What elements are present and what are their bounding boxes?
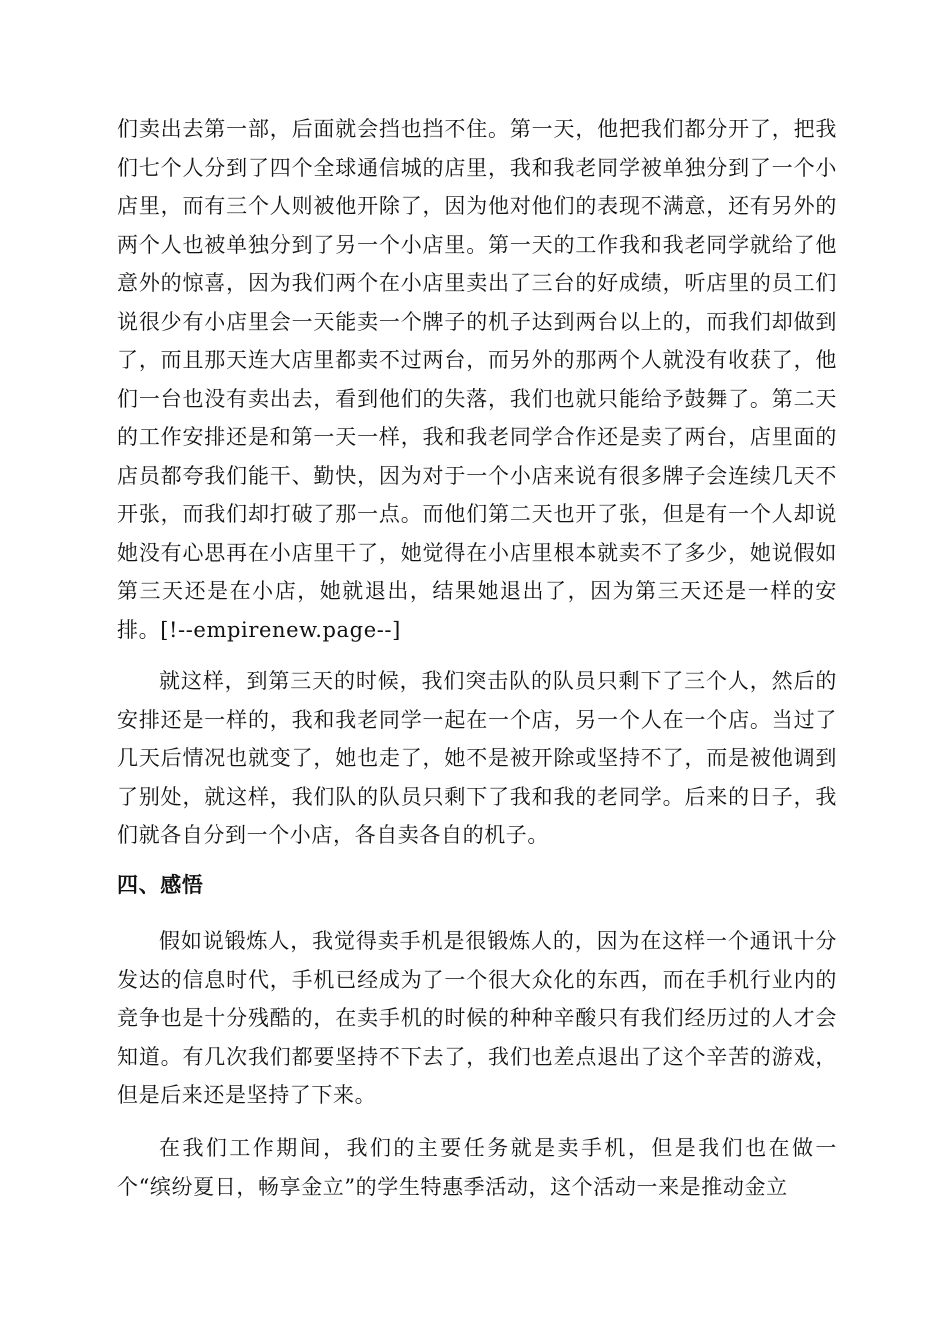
section-heading: 四、感悟 — [117, 872, 204, 897]
body-paragraph: 们卖出去第一部，后面就会挡也挡不住。第一天，他把我们都分开了，把我们七个人分到了四个全球通信城的店里，我和我老同学被单独分到了一个小店里，而有三个人则被他开除了，因为他对他们的表现不满意，还有另外的两个人也被单独分到了另一个小店里。第一天的工作我和我老同学就给了他意外的惊喜，因为我们两个在小店里卖出了三台的好成绩，听店里的员工们说很少有小店里会一天能卖一个牌子的机子达到两台以上的，而我们却做到了，而且那天连大店里都卖不过两台，而另外的那两个人就没有收获了，他们一台也没有卖出去，看到他们的失落，我们也就只能给予鼓舞了。第二天的工作安排还是和第一天一样，我和我老同学合作还是卖了两台，店里面的店员都夸我们能干、勤快，因为对于一个小店来说有很多牌子会连续几天不开张，而我们却打破了那一点。而他们第二天也开了张，但是有一个人却说她没有心思再在小店里干了，她觉得在小店里根本就卖不了多少，她说假如第三天还是在小店，她就退出，结果她退出了，因为第三天还是一样的安排。[!--empirenew.page--] — [117, 117, 837, 642]
body-paragraph: 在我们工作期间，我们的主要任务就是卖手机，但是我们也在做一个“缤纷夏日，畅享金立”的学生特惠季活动，这个活动一来是推动金立 — [117, 1136, 837, 1199]
body-paragraph: 就这样，到第三天的时候，我们突击队的队员只剩下了三个人，然后的安排还是一样的，我和我老同学一起在一个店，另一个人在一个店。当过了几天后情况也就变了，她也走了，她不是被开除或坚持不了，而是被他调到了别处，就这样，我们队的队员只剩下了我和我的老同学。后来的日子，我们就各自分到一个小店，各自卖各自的机子。 — [117, 669, 837, 847]
body-paragraph: 假如说锻炼人，我觉得卖手机是很锻炼人的，因为在这样一个通讯十分发达的信息时代，手机已经成为了一个很大众化的东西，而在手机行业内的竞争也是十分残酷的，在卖手机的时候的种种辛酸只有我们经历过的人才会知道。有几次我们都要坚持不下去了，我们也差点退出了这个辛苦的游戏，但是后来还是坚持了下来。 — [117, 929, 837, 1107]
